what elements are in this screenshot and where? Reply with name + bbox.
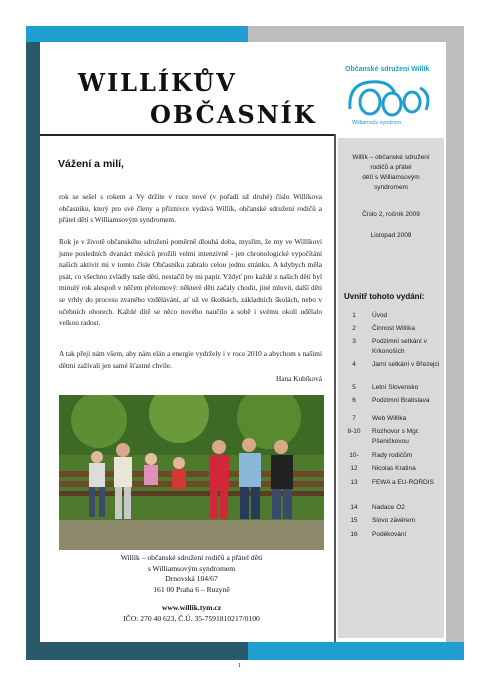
contact-address bbox=[59, 553, 324, 595]
sidebar-org-line: rodičů a přátel bbox=[370, 164, 412, 171]
top-gray-band bbox=[248, 26, 464, 42]
bottom-blue-band bbox=[248, 642, 464, 660]
toc-item[interactable] bbox=[340, 383, 442, 393]
toc-label: Podzimní setkání v Krkonoších bbox=[372, 338, 427, 355]
address-line: 161 00 Praha 6 – Ruzyně bbox=[153, 584, 230, 594]
toc-item[interactable] bbox=[340, 464, 442, 474]
toc-page: 15 bbox=[350, 517, 358, 524]
toc-label: FEWA a EU-RORDIS bbox=[372, 479, 434, 486]
right-gray-band bbox=[446, 42, 464, 660]
toc-label: Nadace O2 bbox=[372, 504, 405, 511]
top-blue-band bbox=[26, 26, 248, 42]
address-line: Drnovská 104/67 bbox=[165, 574, 218, 583]
registration-info: IČO: 270 40 623, Č.Ú. 35-7591810217/0100 bbox=[123, 614, 260, 623]
article-signature: Hana Kubíková bbox=[276, 374, 322, 383]
toc-page: 8-10 bbox=[347, 428, 361, 435]
toc-item[interactable] bbox=[340, 427, 442, 447]
toc-label: Činnost Willíka bbox=[372, 325, 415, 332]
toc-page: 3 bbox=[352, 338, 356, 345]
toc-label: Nicolas Kratina bbox=[372, 465, 416, 472]
toc-item[interactable] bbox=[340, 337, 442, 357]
address-line: Willík – občanské sdružení rodičů a přátel dětí bbox=[120, 553, 263, 562]
toc-page: 4 bbox=[352, 361, 356, 368]
logo-text-top: Občanské sdružení Willík bbox=[345, 66, 430, 73]
issue-number: Číslo 2, ročník 2009 bbox=[362, 211, 420, 218]
toc-label: Jarní setkání v Březejci bbox=[372, 361, 440, 368]
sidebar-org-line: Willík – občanské sdružení bbox=[352, 154, 430, 161]
toc-item[interactable] bbox=[340, 414, 442, 424]
toc-item[interactable] bbox=[340, 396, 442, 406]
toc-item[interactable] bbox=[340, 478, 442, 498]
toc-label: Poděkování bbox=[372, 531, 407, 538]
toc-page: 1 bbox=[352, 312, 356, 319]
sidebar-org-name bbox=[340, 153, 442, 193]
toc-item[interactable] bbox=[340, 530, 442, 540]
toc-page: 13 bbox=[350, 479, 358, 486]
masthead-title-line2: OBČASNÍK bbox=[150, 100, 317, 129]
issue-month: Listopad 2009 bbox=[370, 232, 412, 239]
bottom-dark-band bbox=[26, 642, 248, 660]
column-rule bbox=[334, 134, 336, 642]
masthead-rule bbox=[40, 134, 336, 136]
group-photo bbox=[59, 395, 324, 550]
logo-text-bottom: Williamsův syndrom bbox=[352, 120, 401, 126]
article-paragraph-2: Rok je v životě občanského sdružení poměrně dlouhá doba, myslím, že my ve Willíkovi jsme posledních dvanáct měsíců prožili velmi intenzivně - jen chronologické vypočítání našich aktivit mi v tomto čísle Občasníku zabralo celou jednu stránku. A kdybych měla psát, co všechno zvládly naše děti, nestačil by mi papír. Vždyť pro každé z našich dětí byl minulý rok alespoň v něčem přelomový: některé děti začaly chodit, jiné mluvit, další děti se vrhly do procesu zvaného vzdělávání, ať už ve školkách, základních školách, nebo v učebních oborech. Každé dítě se něco nového naučilo a sobě i svému okolí udělalo velkou radost. bbox=[59, 237, 322, 328]
website-link[interactable]: www.willik.tym.cz bbox=[161, 603, 222, 612]
sidebar-org-line: dětí s Williamsovým bbox=[362, 174, 420, 181]
toc-label: Web Willíka bbox=[372, 415, 407, 422]
toc-label: Letní Slovensko bbox=[372, 384, 419, 391]
toc-item[interactable] bbox=[340, 360, 442, 380]
article-paragraph-1: rok se sešel s rokem a Vy držíte v ruce nové (v pořadí už druhé) číslo Willíkova občasníku, který pro své členy a příznivce vydává Willík, občanské sdružení rodičů a přátel dětí s Williamsovým syndromem. bbox=[59, 192, 322, 225]
left-dark-band bbox=[26, 42, 40, 660]
toc-item[interactable] bbox=[340, 503, 442, 513]
toc-title: Uvnitř tohoto vydání: bbox=[344, 292, 425, 301]
toc-item[interactable] bbox=[340, 451, 442, 461]
toc-label: Rozhovor s Mgr. Pšeničkovou bbox=[372, 428, 420, 445]
toc-page: 14 bbox=[350, 504, 358, 511]
toc-page: 16 bbox=[350, 531, 358, 538]
toc-item[interactable] bbox=[340, 516, 442, 526]
toc-label: Slovo závěrem bbox=[372, 517, 415, 524]
page-number: 1 bbox=[238, 663, 241, 669]
toc-label: Podzimní Bratislava bbox=[372, 397, 430, 404]
toc-page: 5 bbox=[352, 384, 356, 391]
article-greeting: Vážení a milí, bbox=[58, 158, 124, 170]
article-paragraph-3: A tak přeji nám všem, aby nám elán a energie vydržely i v roce 2010 a abychom s našimi dětmi zažívali jen samé šťastné chvíle. bbox=[59, 349, 322, 370]
toc-item[interactable] bbox=[340, 311, 442, 321]
toc-page: 12 bbox=[350, 465, 358, 472]
address-line: s Williamsovým syndromem bbox=[147, 563, 236, 573]
toc-label: Úvod bbox=[372, 312, 388, 319]
toc-page: 7 bbox=[352, 415, 356, 422]
toc-item[interactable] bbox=[340, 324, 442, 334]
toc-label: Rady rodičům bbox=[372, 452, 413, 459]
toc-page: 6 bbox=[352, 397, 356, 404]
toc-page: 10- bbox=[349, 452, 359, 459]
toc-page: 2 bbox=[352, 325, 356, 332]
sidebar-org-line: syndromem bbox=[374, 184, 408, 191]
masthead-title-line1: WILLÍKŮV bbox=[78, 68, 237, 97]
